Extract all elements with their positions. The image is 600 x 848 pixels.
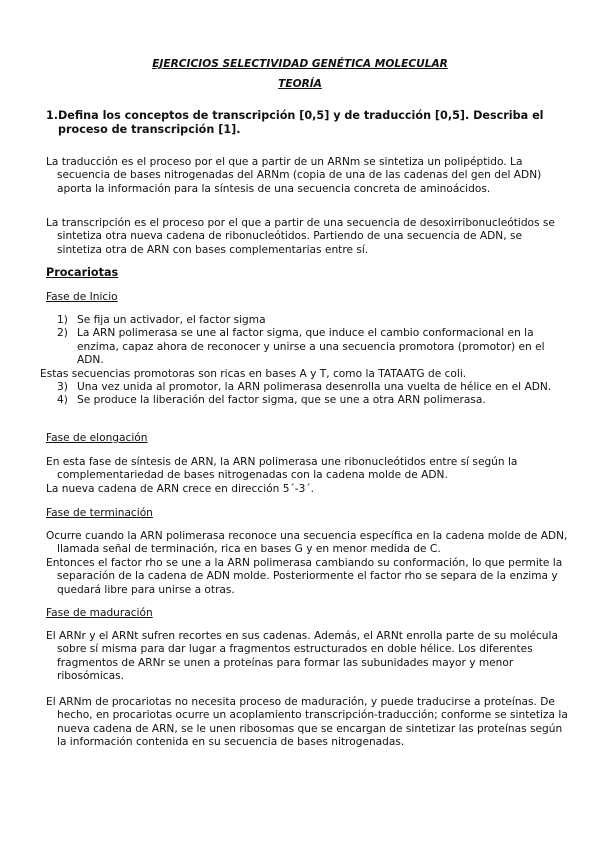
list-item xyxy=(57,314,557,327)
list-item-number: 1) xyxy=(57,314,68,326)
question-1 xyxy=(46,109,556,137)
section-procariotas: Procariotas xyxy=(46,266,119,279)
phase-maduracion-heading: Fase de maduración xyxy=(46,607,153,619)
elongacion-paragraph-2: La nueva cadena de ARN crece en dirección 5´-3´. xyxy=(46,483,314,495)
list-item-number: 4) xyxy=(57,394,68,407)
phase-terminacion-heading: Fase de terminación xyxy=(46,507,153,519)
terminacion-paragraph-2: Entonces el factor rho se une a la ARN polimerasa cambiando su conformación, lo que permite la separación de la cadena de ADN molde. Posteriormente el factor rho se separa de la enzima y quedará libre para unirse a otras. xyxy=(46,557,563,596)
list-item-text: Una vez unida al promotor, la ARN polimerasa desenrolla una vuelta de hélice en el ADN. xyxy=(77,381,552,393)
promoter-note: Estas secuencias promotoras son ricas en bases A y T, como la TATAATG de coli. xyxy=(40,368,467,380)
list-item-text: Se produce la liberación del factor sigma, que se une a otra ARN polimerasa. xyxy=(77,394,486,407)
list-item xyxy=(57,394,557,407)
question-number: 1. xyxy=(46,109,59,122)
list-item-text: La ARN polimerasa se une al factor sigma, que induce el cambio conformacional en la enzima, capaz ahora de reconocer y unirse a una secuencia promotora (promotor) en el ADN. xyxy=(77,327,545,367)
inicio-list-continued xyxy=(57,381,557,408)
terminacion-paragraph-1: Ocurre cuando la ARN polimerasa reconoce una secuencia específica en la cadena molde de ADN, llamada señal de terminación, rica en bases G y en menor medida de C. xyxy=(46,530,568,556)
maduracion-paragraph-2: El ARNm de procariotas no necesita proceso de maduración, y puede traducirse a proteínas. De hecho, en procariotas ocurre un acoplamiento transcripción-traducción; conforme se sintetiza la nueva cadena de ARN, se le unen ribosomas que se encargan de sintetizar las proteínas según la información contenida en su secuencia de bases nitrogenadas. xyxy=(46,696,568,749)
phase-inicio-heading: Fase de Inicio xyxy=(46,291,118,303)
list-item-number: 3) xyxy=(57,381,68,393)
inicio-list xyxy=(57,314,557,368)
document-title: EJERCICIOS SELECTIVIDAD GENÉTICA MOLECULAR xyxy=(152,58,448,70)
list-item xyxy=(57,381,557,394)
phase-elongacion-heading: Fase de elongación xyxy=(46,432,148,444)
list-item-text: Se fija un activador, el factor sigma xyxy=(77,314,266,326)
definition-transcripcion: La transcripción es el proceso por el que a partir de una secuencia de desoxirribonucleótidos se sintetiza otra nueva cadena de ribonucleótidos. Partiendo de una secuencia de ADN, se sintetiza otra de ARN con bases complementarias entre sí. xyxy=(46,217,555,256)
list-item-number: 2) xyxy=(57,327,68,340)
maduracion-paragraph-1: El ARNr y el ARNt sufren recortes en sus cadenas. Además, el ARNt enrolla parte de su molécula sobre sí misma para dar lugar a fragmentos estructurados en doble hélice. Los diferentes fragmentos de ARNr se unen a proteínas para formar las subunidades mayor y menor ribosómicas. xyxy=(46,630,558,683)
document-subtitle: TEORÍA xyxy=(278,78,322,90)
list-item xyxy=(57,327,557,367)
elongacion-paragraph-1: En esta fase de síntesis de ARN, la ARN polimerasa une ribonucleótidos entre sí según la complementariedad de bases nitrogenadas con la cadena molde de ADN. xyxy=(46,456,518,482)
definition-traduccion: La traducción es el proceso por el que a partir de un ARNm se sintetiza un polipéptido. La secuencia de bases nitrogenadas del ARNm (copia de una de las cadenas del gen del ADN) aporta la información para la síntesis de una secuencia concreta de aminoácidos. xyxy=(46,156,542,195)
question-text: Defina los conceptos de transcripción [0,5] y de traducción [0,5]. Describa el proceso de transcripción [1]. xyxy=(58,109,544,136)
